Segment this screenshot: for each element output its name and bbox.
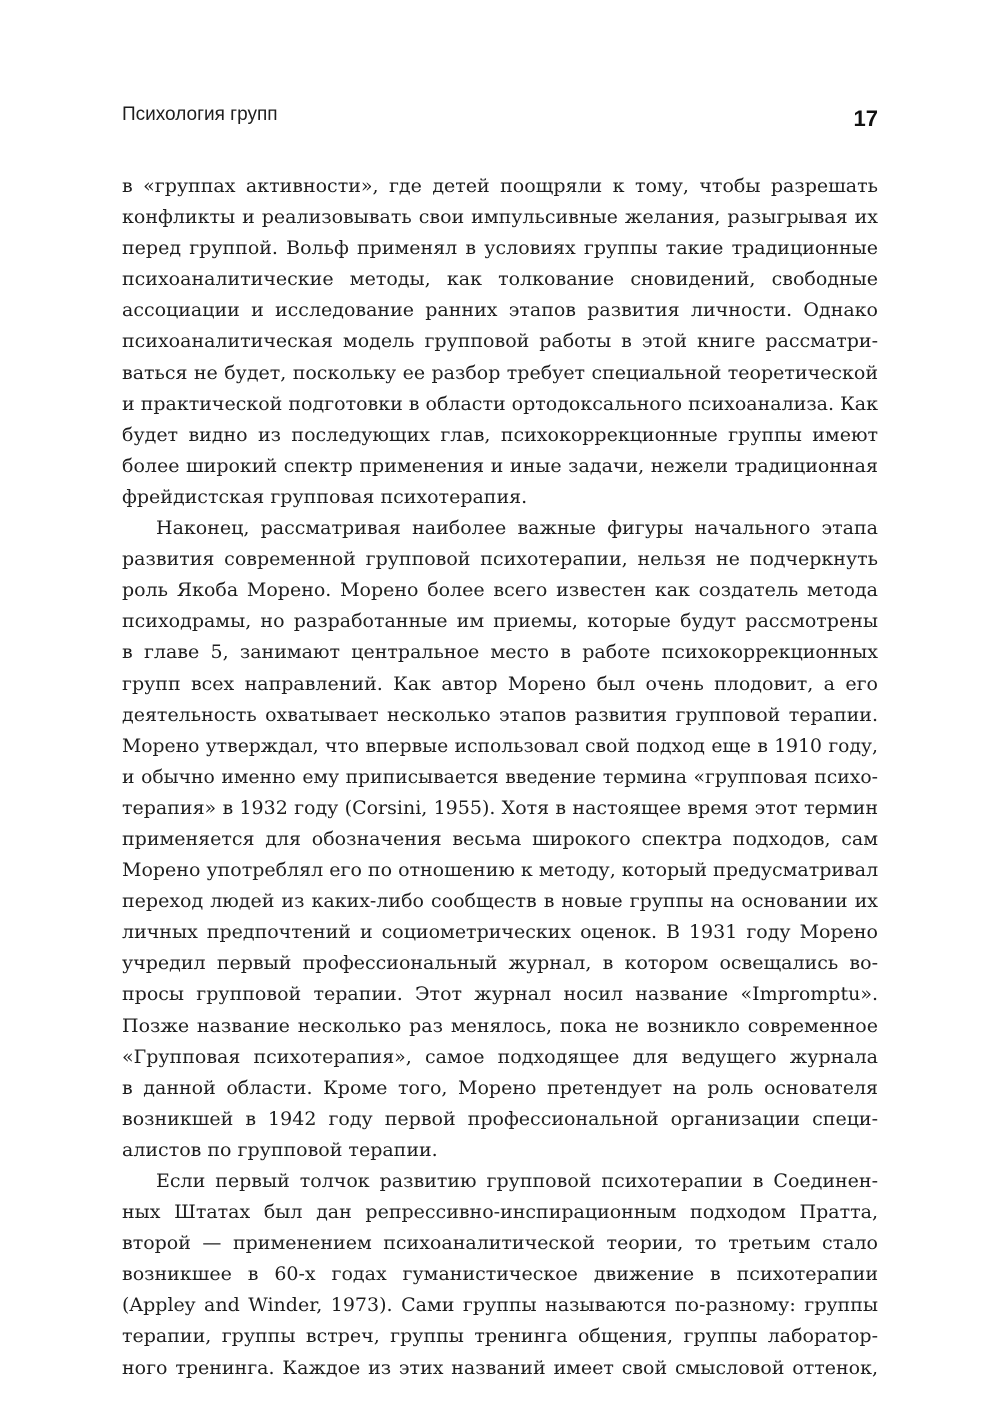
text-line: психоаналитические методы, как толкование сновидений, свободные <box>122 268 878 291</box>
text-line: применяется для обозначения весьма широкого спектра подходов, сам <box>122 827 878 850</box>
paragraph-first-line: Наконец, рассматривая наиболее важные фигуры начального этапа <box>156 517 878 540</box>
text-line: терапии, группы встреч, группы тренинга общения, группы лаборатор- <box>122 1325 878 1348</box>
text-line: личных предпочтений и социометрических оценок. В 1931 году Морено <box>122 921 878 944</box>
text-line: деятельность охватывает несколько этапов развития групповой терапии. <box>122 703 878 726</box>
text-line: алистов по групповой терапии. <box>122 1138 438 1161</box>
text-line: роль Якоба Морено. Морено более всего известен как создатель метода <box>122 579 878 602</box>
text-line: учредил первый профессиональный журнал, в котором освещались во- <box>122 952 878 975</box>
text-line: Морено употреблял его по отношению к методу, который предусматривал <box>122 859 879 882</box>
page-number: 17 <box>853 106 878 131</box>
text-line: второй — применением психоаналитической теории, то третьим стало <box>122 1232 878 1255</box>
text-line: психодрамы, но разработанные им приемы, которые будут рассмотрены <box>122 610 878 633</box>
text-line: возникшей в 1942 году первой профессиональной организации специ- <box>122 1107 878 1130</box>
text-line: в данной области. Кроме того, Морено претендует на роль основателя <box>122 1076 878 1099</box>
text-line: ных Штатах был дан репрессивно-инспирационным подходом Пратта, <box>122 1201 878 1224</box>
text-line: ассоциации и исследование ранних этапов развития личности. Однако <box>122 299 878 322</box>
page-header <box>122 104 878 134</box>
text-line: Позже название несколько раз менялось, пока не возникло современное <box>122 1014 878 1037</box>
text-line: фрейдистская групповая психотерапия. <box>122 485 528 508</box>
paragraph-first-line: Если первый толчок развитию групповой психотерапии в Соединен- <box>156 1170 878 1192</box>
text-line: более широкий спектр применения и иные задачи, нежели традиционная <box>122 454 878 477</box>
text-line: в «группах активности», где детей поощряли к тому, чтобы разрешать <box>122 175 878 197</box>
text-line: ного тренинга. Каждое из этих названий имеет свой смысловой оттенок, <box>122 1356 878 1379</box>
text-line: и обычно именно ему приписывается введение термина «групповая психо- <box>122 766 878 788</box>
text-line: просы групповой терапии. Этот журнал носил название «Impromptu». <box>122 983 878 1006</box>
text-line: перед группой. Вольф применял в условиях группы такие традиционные <box>122 237 878 260</box>
text-line: развития современной групповой психотерапии, нельзя не подчеркнуть <box>122 548 878 571</box>
text-line: переход людей из каких-либо сообществ в новые группы на основании их <box>122 890 878 913</box>
text-line: в главе 5, занимают центральное место в работе психокоррекционных <box>122 641 878 664</box>
text-line: терапия» в 1932 году (Corsini, 1955). Хотя в настоящее время этот термин <box>122 796 878 819</box>
text-line: психоаналитическая модель групповой работы в этой книге рассматри- <box>122 330 878 353</box>
text-line: ваться не будет, поскольку ее разбор требует специальной теоретической <box>122 361 878 384</box>
text-line: Морено утверждал, что впервые использовал свой подход еще в 1910 году, <box>122 735 878 757</box>
body-text <box>122 171 878 1384</box>
text-line: и практической подготовки в области ортодоксального психоанализа. Как <box>122 392 878 415</box>
text-line: (Appley and Winder, 1973). Сами группы называются по-разному: группы <box>122 1294 878 1317</box>
text-line: возникшее в 60-х годах гуманистическое движение в психотерапии <box>122 1263 878 1286</box>
running-title: Психология групп <box>122 104 278 125</box>
text-line: конфликты и реализовывать свои импульсивные желания, разыгрывая их <box>122 206 878 229</box>
text-line: будет видно из последующих глав, психокоррекционные группы имеют <box>122 423 878 446</box>
text-line: групп всех направлений. Как автор Морено был очень плодовит, а его <box>122 672 878 695</box>
text-line: «Групповая психотерапия», самое подходящее для ведущего журнала <box>122 1045 878 1068</box>
